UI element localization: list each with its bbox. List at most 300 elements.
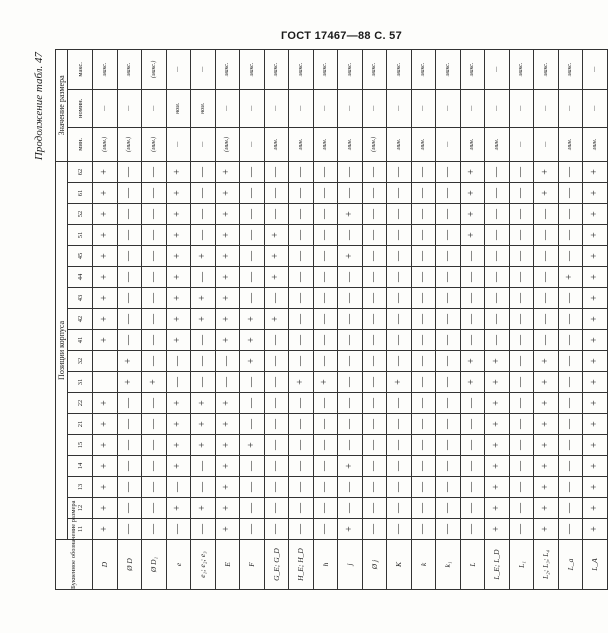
dimension-label: E xyxy=(215,540,240,590)
package-mark-cell: — xyxy=(485,225,510,246)
package-mark-cell: + xyxy=(534,183,559,204)
dimension-label: K xyxy=(387,540,412,590)
table-row xyxy=(191,49,216,589)
package-mark-cell: — xyxy=(191,183,216,204)
package-mark-cell: — xyxy=(509,414,534,435)
package-mark-cell: — xyxy=(485,183,510,204)
package-mark-cell: — xyxy=(460,309,485,330)
package-mark-cell: + xyxy=(215,393,240,414)
package-mark-cell: — xyxy=(558,288,583,309)
package-mark-cell: — xyxy=(509,161,534,182)
package-mark-cell: — xyxy=(485,246,510,267)
value-max-cell: макс. xyxy=(240,49,265,89)
package-mark-cell: — xyxy=(117,519,142,540)
package-mark-cell: — xyxy=(313,225,338,246)
package-mark-cell: — xyxy=(558,519,583,540)
package-mark-cell: — xyxy=(436,183,461,204)
package-column-header: 45 xyxy=(68,246,93,267)
package-column-header: 42 xyxy=(68,309,93,330)
table-row xyxy=(264,49,289,589)
package-mark-cell: — xyxy=(411,456,436,477)
package-mark-cell: — xyxy=(387,183,412,204)
package-mark-cell: + xyxy=(215,330,240,351)
package-mark-cell: — xyxy=(509,309,534,330)
value-min-cell: мин. xyxy=(411,127,436,161)
value-max-cell: — xyxy=(583,49,608,89)
package-mark-cell: — xyxy=(362,435,387,456)
package-mark-cell: — xyxy=(240,225,265,246)
package-mark-cell: — xyxy=(436,477,461,498)
package-mark-cell: + xyxy=(485,519,510,540)
value-nom-cell: — xyxy=(289,89,314,127)
package-mark-cell: + xyxy=(264,267,289,288)
package-mark-cell: — xyxy=(289,246,314,267)
package-mark-cell: + xyxy=(534,161,559,182)
package-mark-cell: — xyxy=(411,204,436,225)
package-mark-cell: — xyxy=(509,477,534,498)
package-mark-cell: — xyxy=(240,498,265,519)
package-mark-cell: + xyxy=(215,225,240,246)
package-mark-cell: — xyxy=(240,477,265,498)
package-mark-cell: + xyxy=(583,351,608,372)
package-mark-cell: — xyxy=(142,351,167,372)
package-mark-cell: — xyxy=(387,519,412,540)
package-mark-cell: — xyxy=(534,246,559,267)
package-mark-cell: — xyxy=(289,309,314,330)
package-mark-cell: — xyxy=(509,246,534,267)
package-mark-cell: — xyxy=(313,183,338,204)
package-mark-cell: — xyxy=(313,414,338,435)
package-mark-cell: — xyxy=(264,477,289,498)
package-mark-cell: — xyxy=(338,330,363,351)
package-mark-cell: + xyxy=(93,435,118,456)
value-max-cell: макс. xyxy=(117,49,142,89)
package-mark-cell: + xyxy=(460,161,485,182)
package-mark-cell: — xyxy=(313,351,338,372)
package-mark-cell: — xyxy=(558,498,583,519)
value-nom-cell: — xyxy=(436,89,461,127)
package-mark-cell: — xyxy=(558,477,583,498)
package-mark-cell: — xyxy=(338,372,363,393)
value-nom-cell: — xyxy=(240,89,265,127)
package-mark-cell: — xyxy=(191,456,216,477)
package-mark-cell: + xyxy=(583,246,608,267)
package-mark-cell: — xyxy=(436,351,461,372)
package-mark-cell: + xyxy=(485,477,510,498)
package-mark-cell: + xyxy=(166,309,191,330)
package-mark-cell: — xyxy=(117,477,142,498)
package-mark-cell: — xyxy=(338,309,363,330)
package-mark-cell: — xyxy=(117,183,142,204)
package-mark-cell: — xyxy=(485,267,510,288)
package-column-header: 43 xyxy=(68,288,93,309)
package-mark-cell: + xyxy=(93,204,118,225)
package-mark-cell: — xyxy=(387,498,412,519)
rotated-table-block xyxy=(29,50,600,590)
value-nom-cell: — xyxy=(117,89,142,127)
package-mark-cell: — xyxy=(166,351,191,372)
package-mark-cell: — xyxy=(166,372,191,393)
package-mark-cell: — xyxy=(191,161,216,182)
package-mark-cell: — xyxy=(436,267,461,288)
package-mark-cell: — xyxy=(142,225,167,246)
package-mark-cell: — xyxy=(411,393,436,414)
package-mark-cell: — xyxy=(509,498,534,519)
dimension-label: L_A xyxy=(583,540,608,590)
package-mark-cell: + xyxy=(215,414,240,435)
value-min-cell: (мин.) xyxy=(117,127,142,161)
package-mark-cell: + xyxy=(485,456,510,477)
package-mark-cell: — xyxy=(558,246,583,267)
package-mark-cell: — xyxy=(460,519,485,540)
package-mark-cell: — xyxy=(558,372,583,393)
package-mark-cell: + xyxy=(583,519,608,540)
package-mark-cell: — xyxy=(240,183,265,204)
package-mark-cell: + xyxy=(166,393,191,414)
package-column-header: 32 xyxy=(68,351,93,372)
package-mark-cell: — xyxy=(240,456,265,477)
package-mark-cell: + xyxy=(166,246,191,267)
package-column-header: 12 xyxy=(68,498,93,519)
package-mark-cell: — xyxy=(264,414,289,435)
package-mark-cell: — xyxy=(117,456,142,477)
package-mark-cell: + xyxy=(166,288,191,309)
package-mark-cell: + xyxy=(460,372,485,393)
package-mark-cell: — xyxy=(558,330,583,351)
value-max-cell: макс. xyxy=(558,49,583,89)
package-mark-cell: — xyxy=(509,519,534,540)
value-max-cell: макс. xyxy=(362,49,387,89)
package-mark-cell: — xyxy=(117,267,142,288)
package-column-header: 14 xyxy=(68,456,93,477)
package-mark-cell: — xyxy=(338,161,363,182)
package-mark-cell: + xyxy=(93,519,118,540)
dimension-label: h xyxy=(313,540,338,590)
package-mark-cell: + xyxy=(93,414,118,435)
package-mark-cell: + xyxy=(191,246,216,267)
dimension-label: j xyxy=(338,540,363,590)
value-max-cell: — xyxy=(166,49,191,89)
package-mark-cell: — xyxy=(558,309,583,330)
package-mark-cell: + xyxy=(583,372,608,393)
package-mark-cell: — xyxy=(411,372,436,393)
table-row xyxy=(387,49,412,589)
package-mark-cell: + xyxy=(215,477,240,498)
package-mark-cell: — xyxy=(215,372,240,393)
package-mark-cell: + xyxy=(583,225,608,246)
package-column-header: 61 xyxy=(68,183,93,204)
package-mark-cell: + xyxy=(215,183,240,204)
package-mark-cell: — xyxy=(485,309,510,330)
value-min-cell: мин. xyxy=(264,127,289,161)
dimension-label: L₁ xyxy=(509,540,534,590)
package-mark-cell: + xyxy=(289,372,314,393)
value-max-cell: макс. xyxy=(509,49,534,89)
package-mark-cell: + xyxy=(338,204,363,225)
package-mark-cell: — xyxy=(117,246,142,267)
package-mark-cell: + xyxy=(191,393,216,414)
package-mark-cell: + xyxy=(240,435,265,456)
package-mark-cell: — xyxy=(387,351,412,372)
value-column-header: мин. xyxy=(68,127,93,161)
package-mark-cell: + xyxy=(313,372,338,393)
package-mark-cell: — xyxy=(436,161,461,182)
value-nom-cell: — xyxy=(338,89,363,127)
package-mark-cell: + xyxy=(583,414,608,435)
package-mark-cell: + xyxy=(338,519,363,540)
package-mark-cell: — xyxy=(436,393,461,414)
package-mark-cell: — xyxy=(387,435,412,456)
package-group-header: Позиции корпуса xyxy=(56,161,68,539)
package-mark-cell: — xyxy=(117,393,142,414)
package-mark-cell: — xyxy=(534,288,559,309)
package-mark-cell: + xyxy=(93,267,118,288)
table-row xyxy=(558,49,583,589)
package-mark-cell: — xyxy=(362,414,387,435)
package-mark-cell: — xyxy=(313,309,338,330)
package-mark-cell: — xyxy=(534,267,559,288)
package-mark-cell: — xyxy=(460,288,485,309)
package-mark-cell: — xyxy=(436,519,461,540)
package-mark-cell: — xyxy=(191,372,216,393)
value-min-cell: мин. xyxy=(485,127,510,161)
value-min-cell: мин. xyxy=(460,127,485,161)
package-column-header: 41 xyxy=(68,330,93,351)
package-mark-cell: + xyxy=(485,414,510,435)
package-column-header: 62 xyxy=(68,161,93,182)
package-mark-cell: + xyxy=(240,309,265,330)
value-min-cell: — xyxy=(166,127,191,161)
package-mark-cell: — xyxy=(240,519,265,540)
package-mark-cell: — xyxy=(313,456,338,477)
package-mark-cell: + xyxy=(166,267,191,288)
package-mark-cell: — xyxy=(313,519,338,540)
package-mark-cell: — xyxy=(289,161,314,182)
package-column-header: 15 xyxy=(68,435,93,456)
table-row xyxy=(436,49,461,589)
package-mark-cell: — xyxy=(142,246,167,267)
package-column-header: 44 xyxy=(68,267,93,288)
value-min-cell: — xyxy=(509,127,534,161)
package-mark-cell: + xyxy=(191,288,216,309)
value-nom-cell: — xyxy=(583,89,608,127)
value-nom-cell: — xyxy=(558,89,583,127)
package-mark-cell: — xyxy=(387,225,412,246)
value-min-cell: мин. xyxy=(583,127,608,161)
table-row xyxy=(166,49,191,589)
package-mark-cell: — xyxy=(534,204,559,225)
table-row xyxy=(240,49,265,589)
package-mark-cell: + xyxy=(460,225,485,246)
package-mark-cell: + xyxy=(583,435,608,456)
value-min-cell: (мин.) xyxy=(93,127,118,161)
value-nom-cell: — xyxy=(264,89,289,127)
package-mark-cell: — xyxy=(485,204,510,225)
package-mark-cell: + xyxy=(166,330,191,351)
package-mark-cell: — xyxy=(289,477,314,498)
package-mark-cell: + xyxy=(264,225,289,246)
package-mark-cell: + xyxy=(558,267,583,288)
package-mark-cell: + xyxy=(93,456,118,477)
package-mark-cell: — xyxy=(264,330,289,351)
package-mark-cell: + xyxy=(93,246,118,267)
package-mark-cell: — xyxy=(436,330,461,351)
package-mark-cell: — xyxy=(534,309,559,330)
table-row xyxy=(509,49,534,589)
package-column-header: 52 xyxy=(68,204,93,225)
package-mark-cell: — xyxy=(436,456,461,477)
package-mark-cell: — xyxy=(313,246,338,267)
package-mark-cell: — xyxy=(387,204,412,225)
package-mark-cell: — xyxy=(117,288,142,309)
package-mark-cell: — xyxy=(509,435,534,456)
package-mark-cell: — xyxy=(142,330,167,351)
value-max-cell: — xyxy=(191,49,216,89)
package-mark-cell: + xyxy=(534,477,559,498)
package-mark-cell: — xyxy=(362,183,387,204)
package-mark-cell: — xyxy=(240,393,265,414)
package-mark-cell: — xyxy=(191,477,216,498)
package-mark-cell: — xyxy=(362,498,387,519)
package-mark-cell: — xyxy=(117,225,142,246)
package-mark-cell: + xyxy=(93,225,118,246)
values-group-header: Значение размера xyxy=(56,49,68,161)
value-nom-cell: — xyxy=(411,89,436,127)
package-mark-cell: — xyxy=(509,267,534,288)
package-mark-cell: + xyxy=(240,351,265,372)
package-mark-cell: + xyxy=(117,372,142,393)
package-mark-cell: — xyxy=(558,161,583,182)
package-mark-cell: — xyxy=(436,288,461,309)
package-column-header: 21 xyxy=(68,414,93,435)
package-mark-cell: — xyxy=(264,204,289,225)
value-max-cell: макс. xyxy=(264,49,289,89)
package-mark-cell: + xyxy=(534,498,559,519)
value-nom-cell: — xyxy=(313,89,338,127)
package-mark-cell: — xyxy=(240,414,265,435)
dimension-label: k xyxy=(411,540,436,590)
package-mark-cell: — xyxy=(264,161,289,182)
package-mark-cell: — xyxy=(411,183,436,204)
package-mark-cell: — xyxy=(436,372,461,393)
package-mark-cell: — xyxy=(142,267,167,288)
package-mark-cell: — xyxy=(558,435,583,456)
package-mark-cell: + xyxy=(93,477,118,498)
package-mark-cell: — xyxy=(191,225,216,246)
value-min-cell: (мин.) xyxy=(215,127,240,161)
package-mark-cell: — xyxy=(117,161,142,182)
value-max-cell: макс. xyxy=(436,49,461,89)
package-mark-cell: — xyxy=(117,435,142,456)
dimension-label: e xyxy=(166,540,191,590)
value-min-cell: — xyxy=(191,127,216,161)
package-mark-cell: — xyxy=(289,204,314,225)
package-mark-cell: + xyxy=(215,288,240,309)
package-mark-cell: — xyxy=(460,393,485,414)
package-mark-cell: — xyxy=(289,267,314,288)
package-mark-cell: + xyxy=(215,456,240,477)
package-mark-cell: + xyxy=(583,498,608,519)
table-body xyxy=(93,49,608,589)
package-mark-cell: + xyxy=(215,435,240,456)
package-mark-cell: + xyxy=(583,309,608,330)
package-mark-cell: — xyxy=(117,330,142,351)
package-mark-cell: — xyxy=(436,246,461,267)
package-mark-cell: — xyxy=(558,204,583,225)
package-mark-cell: — xyxy=(534,330,559,351)
package-mark-cell: + xyxy=(142,372,167,393)
package-mark-cell: — xyxy=(362,456,387,477)
package-mark-cell: — xyxy=(534,225,559,246)
package-mark-cell: — xyxy=(338,183,363,204)
package-mark-cell: — xyxy=(142,456,167,477)
dimension-label: Ø j xyxy=(362,540,387,590)
package-mark-cell: — xyxy=(289,456,314,477)
package-mark-cell: — xyxy=(313,393,338,414)
value-nom-cell: — xyxy=(485,89,510,127)
package-mark-cell: — xyxy=(387,267,412,288)
package-mark-cell: — xyxy=(362,330,387,351)
package-mark-cell: + xyxy=(215,519,240,540)
package-mark-cell: + xyxy=(534,372,559,393)
package-mark-cell: + xyxy=(583,204,608,225)
package-mark-cell: + xyxy=(485,498,510,519)
package-mark-cell: — xyxy=(387,330,412,351)
package-mark-cell: — xyxy=(460,435,485,456)
package-mark-cell: + xyxy=(534,393,559,414)
package-mark-cell: — xyxy=(436,498,461,519)
value-max-cell: макс. xyxy=(411,49,436,89)
package-mark-cell: — xyxy=(142,435,167,456)
package-mark-cell: — xyxy=(289,183,314,204)
package-mark-cell: — xyxy=(338,351,363,372)
package-mark-cell: — xyxy=(362,225,387,246)
package-mark-cell: — xyxy=(362,246,387,267)
package-mark-cell: — xyxy=(264,519,289,540)
value-nom-cell: — xyxy=(534,89,559,127)
package-mark-cell: + xyxy=(166,435,191,456)
package-mark-cell: — xyxy=(264,456,289,477)
package-mark-cell: — xyxy=(313,330,338,351)
value-min-cell: мин. xyxy=(558,127,583,161)
package-mark-cell: — xyxy=(338,393,363,414)
package-mark-cell: + xyxy=(534,414,559,435)
value-nom-cell: — xyxy=(509,89,534,127)
package-column-header: 13 xyxy=(68,477,93,498)
value-max-cell: (макс.) xyxy=(142,49,167,89)
package-mark-cell: — xyxy=(509,372,534,393)
package-mark-cell: — xyxy=(558,393,583,414)
table-row xyxy=(215,49,240,589)
dimension-label: F xyxy=(240,540,265,590)
package-mark-cell: + xyxy=(93,309,118,330)
package-mark-cell: — xyxy=(411,267,436,288)
package-mark-cell: — xyxy=(558,414,583,435)
table-row xyxy=(289,49,314,589)
package-mark-cell: — xyxy=(411,309,436,330)
package-mark-cell: — xyxy=(509,288,534,309)
package-mark-cell: — xyxy=(142,183,167,204)
package-mark-cell: + xyxy=(583,288,608,309)
package-mark-cell: — xyxy=(362,161,387,182)
table-row xyxy=(485,49,510,589)
package-mark-cell: — xyxy=(166,477,191,498)
package-mark-cell: — xyxy=(411,288,436,309)
package-mark-cell: — xyxy=(387,246,412,267)
package-mark-cell: — xyxy=(313,288,338,309)
package-mark-cell: — xyxy=(558,456,583,477)
package-mark-cell: — xyxy=(509,225,534,246)
